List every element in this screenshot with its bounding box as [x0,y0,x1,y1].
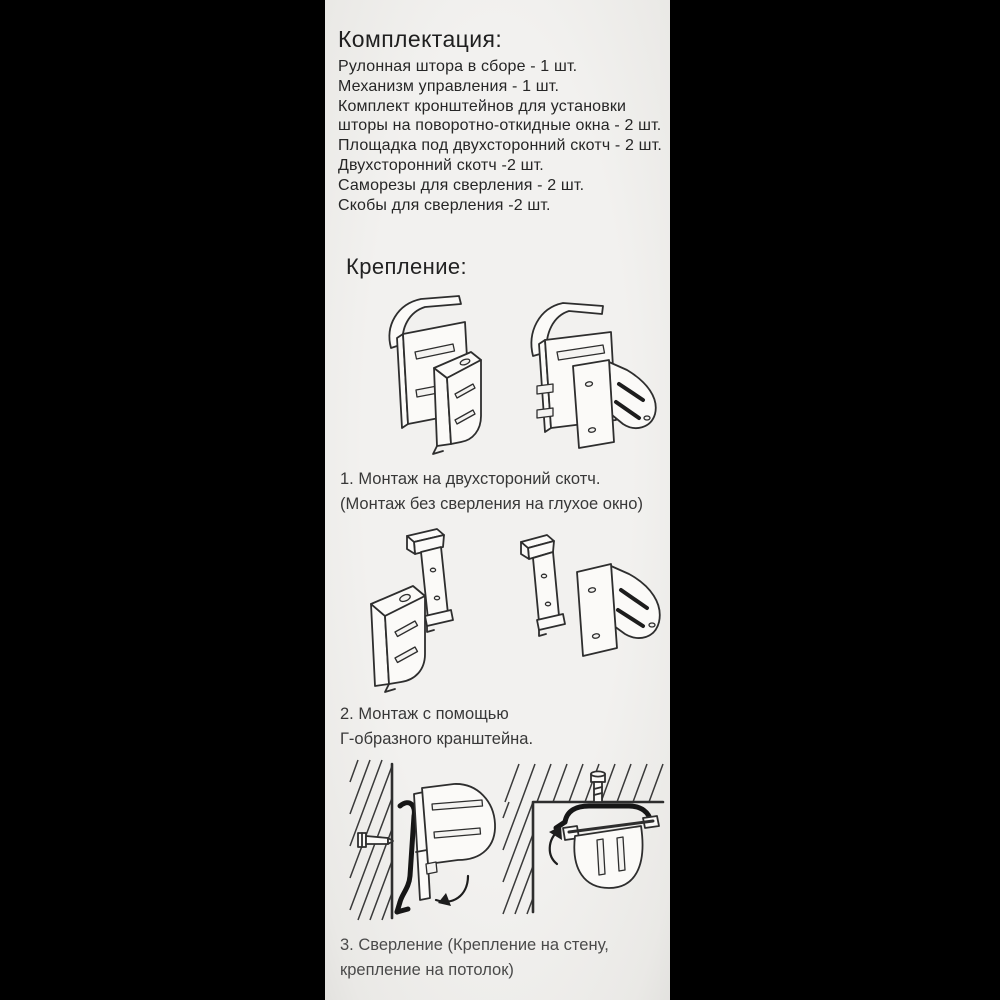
contents-item: Механизм управления - 1 шт. [338,77,560,95]
contents-item: шторы на поворотно-откидные окна - 2 шт. [338,117,662,135]
tape-plate-with-wedge-bracket-illustration [377,294,495,459]
l-hook-bracket-and-wedge-bracket-illustration [363,526,495,698]
contents-heading: Комплектация: [338,26,503,52]
instruction-sheet [325,0,670,1000]
step2-caption-line1: 2. Монтаж с помощью [340,705,509,723]
contents-item: Комплект кронштейнов для установки [338,97,627,115]
step2-caption [340,702,533,752]
l-hook-bracket-and-arm-bracket-illustration [513,528,663,698]
contents-item: Скобы для сверления -2 шт. [338,196,551,214]
mounting-heading: Крепление: [346,254,468,279]
ceiling-drilling-mount-illustration [503,764,668,914]
wall-drilling-mount-illustration [350,760,500,922]
contents-item: Саморезы для сверления - 2 шт. [338,176,585,194]
step3-caption [340,933,609,983]
step1-caption [340,467,643,517]
step2-caption-line2: Г-образного кранштейна. [340,730,534,748]
step1-caption-line1: 1. Монтаж на двухстороний скотч. [340,470,601,488]
contents-item: Площадка под двухсторонний скотч - 2 шт. [338,137,662,155]
step3-caption-line2: крепление на потолок) [340,961,514,979]
step1-caption-line2: (Монтаж без сверления на глухое окно) [340,495,643,513]
contents-list [338,57,668,215]
step3-caption-line1: 3. Сверление (Крепление на стену, [340,936,609,954]
tape-plate-with-arm-bracket-illustration [513,296,661,461]
contents-item: Рулонная штора в сборе - 1 шт. [338,58,578,75]
contents-item: Двухсторонний скотч -2 шт. [338,156,544,174]
